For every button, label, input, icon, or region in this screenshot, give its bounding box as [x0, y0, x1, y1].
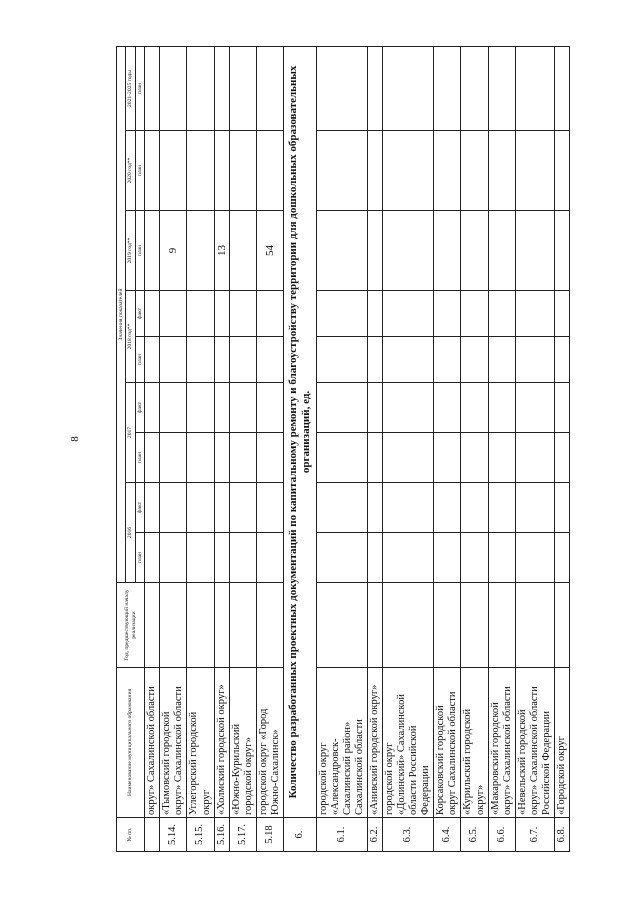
value-cell	[383, 383, 434, 433]
year-before-cell	[160, 583, 187, 668]
value-2020-cell	[145, 131, 160, 211]
municipality-name-line: «Городской округ	[555, 736, 567, 815]
value-2021-2025-cell	[488, 46, 515, 130]
value-2019-cell	[145, 211, 160, 291]
municipality-name-line: Сахалинской области	[353, 719, 365, 815]
municipality-name-line: округ» Сахалинской области	[146, 686, 158, 815]
value-cell	[488, 483, 515, 533]
municipality-name	[515, 668, 554, 818]
section-6-number: 6.	[284, 818, 316, 852]
municipality-name-line: Корсаковский городской	[435, 705, 447, 815]
table-row	[160, 46, 187, 851]
value-cell	[160, 433, 187, 483]
value-cell	[160, 383, 187, 433]
row-number: 6.4.	[434, 818, 461, 852]
value-cell	[230, 383, 257, 433]
municipality-name-line: Углегорский городской	[188, 711, 200, 815]
table-body	[145, 46, 570, 851]
table-row	[214, 46, 230, 851]
header-fact: факт	[135, 483, 144, 533]
value-cell	[257, 533, 284, 583]
municipality-name-line: городской округ «Город	[258, 708, 270, 815]
municipality-name	[187, 668, 214, 818]
value-2021-2025-cell	[554, 46, 569, 130]
value-cell	[461, 533, 488, 583]
table-row	[434, 46, 461, 851]
value-2019-cell	[187, 211, 214, 291]
value-2019-cell: 13	[214, 211, 230, 291]
value-cell	[160, 291, 187, 337]
value-cell	[434, 291, 461, 337]
year-before-cell	[316, 583, 367, 668]
value-2021-2025-cell	[145, 46, 160, 130]
row-number: 5.16.	[214, 818, 230, 852]
value-cell	[214, 483, 230, 533]
value-2020-cell	[187, 131, 214, 211]
municipality-name-line: городской округ	[317, 742, 329, 815]
value-2021-2025-cell	[160, 46, 187, 130]
value-2020-cell	[214, 131, 230, 211]
header-municipality: Наименование муниципального образования	[117, 668, 145, 818]
value-2021-2025-cell	[257, 46, 284, 130]
value-cell	[554, 483, 569, 533]
value-2021-2025-cell	[461, 46, 488, 130]
value-cell	[145, 291, 160, 337]
municipality-name	[488, 668, 515, 818]
header-plan: план	[135, 337, 144, 383]
value-cell	[316, 337, 367, 383]
value-cell	[488, 383, 515, 433]
year-before-cell	[214, 583, 230, 668]
value-cell	[145, 337, 160, 383]
value-2021-2025-cell	[187, 46, 214, 130]
value-cell	[368, 483, 383, 533]
row-number: 6.6.	[488, 818, 515, 852]
value-2019-cell	[383, 211, 434, 291]
municipality-name-line: «Александровск-	[329, 738, 341, 815]
value-cell	[368, 383, 383, 433]
year-before-cell	[488, 583, 515, 668]
value-2021-2025-cell	[316, 46, 367, 130]
value-cell	[554, 433, 569, 483]
value-2019-cell: 54	[257, 211, 284, 291]
value-cell	[257, 433, 284, 483]
municipality-name-line: округ» Сахалинской области	[173, 686, 185, 815]
value-2021-2025-cell	[383, 46, 434, 130]
municipality-name-line: «Курильский городской	[462, 708, 474, 815]
municipality-name-line: округ» Сахалинской области	[501, 686, 513, 815]
municipality-name	[230, 668, 257, 818]
value-cell	[515, 533, 554, 583]
value-cell	[145, 433, 160, 483]
table-row	[383, 46, 434, 851]
value-cell	[515, 291, 554, 337]
municipality-name-line: области Российской	[408, 725, 420, 815]
header-plan: план	[135, 433, 144, 483]
municipality-name-line: округ» Сахалинской области	[528, 686, 540, 815]
value-2019-cell	[554, 211, 569, 291]
value-cell	[257, 483, 284, 533]
municipality-name	[434, 668, 461, 818]
header-2020: 2020 год**	[126, 131, 135, 211]
municipality-name-line: «Холмский городской округ»	[215, 684, 227, 815]
municipality-name	[160, 668, 187, 818]
value-cell	[554, 291, 569, 337]
value-2021-2025-cell	[368, 46, 383, 130]
value-cell	[434, 383, 461, 433]
municipality-name-line: Южно-Сахалинск»	[270, 729, 282, 815]
value-2020-cell	[230, 131, 257, 211]
value-cell	[461, 291, 488, 337]
municipality-name	[214, 668, 230, 818]
value-2019-cell	[316, 211, 367, 291]
year-before-cell	[434, 583, 461, 668]
row-number	[145, 818, 160, 852]
value-2020-cell	[554, 131, 569, 211]
value-cell	[554, 533, 569, 583]
year-before-cell	[187, 583, 214, 668]
table-row	[316, 46, 367, 851]
value-cell	[187, 337, 214, 383]
header-plan: план	[135, 533, 144, 583]
header-plan: план	[135, 46, 144, 130]
value-cell	[316, 533, 367, 583]
value-cell	[434, 483, 461, 533]
value-2020-cell	[257, 131, 284, 211]
table-row	[515, 46, 554, 851]
row-number: 6.5.	[461, 818, 488, 852]
value-2021-2025-cell	[434, 46, 461, 130]
table-header	[117, 46, 145, 851]
value-cell	[160, 533, 187, 583]
year-before-cell	[461, 583, 488, 668]
value-2020-cell	[383, 131, 434, 211]
value-cell	[434, 337, 461, 383]
year-before-cell	[145, 583, 160, 668]
table-row	[461, 46, 488, 851]
municipality-name-line: городской округ	[384, 742, 396, 815]
value-2020-cell	[160, 131, 187, 211]
row-number: 6.7.	[515, 818, 554, 852]
value-cell	[383, 483, 434, 533]
table-row	[368, 46, 383, 851]
value-2019-cell: 9	[160, 211, 187, 291]
header-2018: 2018 год**	[126, 291, 135, 383]
value-2020-cell	[461, 131, 488, 211]
value-cell	[461, 337, 488, 383]
indicator-table	[116, 46, 570, 852]
value-cell	[515, 383, 554, 433]
municipality-name-line: Российской Федерации	[540, 711, 552, 815]
value-cell	[145, 483, 160, 533]
year-before-cell	[554, 583, 569, 668]
year-before-cell	[230, 583, 257, 668]
municipality-name-line: «Южно-Курильский	[231, 723, 243, 815]
municipality-name	[554, 668, 569, 818]
header-year-before: Год, предшествующий началу реализации	[117, 583, 145, 668]
value-cell	[515, 483, 554, 533]
value-cell	[187, 483, 214, 533]
header-num: № пп.	[117, 818, 145, 852]
value-2019-cell	[461, 211, 488, 291]
row-number: 5.14.	[160, 818, 187, 852]
value-cell	[187, 383, 214, 433]
header-values-group: Значения показателей	[117, 46, 126, 582]
value-2020-cell	[434, 131, 461, 211]
year-before-cell	[515, 583, 554, 668]
row-number: 5.17.	[230, 818, 257, 852]
municipality-name-line: «Анивский городской округ»	[369, 684, 380, 815]
value-cell	[554, 337, 569, 383]
value-2021-2025-cell	[214, 46, 230, 130]
municipality-name	[316, 668, 367, 818]
value-cell	[214, 337, 230, 383]
municipality-name	[145, 668, 160, 818]
value-cell	[383, 433, 434, 483]
value-cell	[368, 337, 383, 383]
value-cell	[383, 533, 434, 583]
value-cell	[383, 291, 434, 337]
value-cell	[461, 483, 488, 533]
value-2020-cell	[316, 131, 367, 211]
municipality-name-line: округ Сахалинской области	[447, 691, 459, 815]
header-2019: 2019 год**	[126, 211, 135, 291]
value-cell	[214, 291, 230, 337]
row-number: 5.18	[257, 818, 284, 852]
value-2021-2025-cell	[230, 46, 257, 130]
value-cell	[461, 383, 488, 433]
value-cell	[187, 533, 214, 583]
value-cell	[257, 337, 284, 383]
value-cell	[230, 533, 257, 583]
header-fact: факт	[135, 291, 144, 337]
year-before-cell	[383, 583, 434, 668]
section-6-title: Количество разработанных проектных документаций по капитальному ремонту и благоустройству территории для дошкольных образовательных организаций, ед.	[284, 46, 316, 817]
header-2016: 2016	[126, 483, 135, 583]
section-6-row	[284, 46, 316, 851]
municipality-name	[257, 668, 284, 818]
value-cell	[434, 533, 461, 583]
value-cell	[515, 433, 554, 483]
value-cell	[368, 433, 383, 483]
header-plan: план	[135, 131, 144, 211]
value-cell	[230, 433, 257, 483]
value-cell	[368, 291, 383, 337]
row-number: 6.1.	[316, 818, 367, 852]
value-2020-cell	[488, 131, 515, 211]
year-before-cell	[257, 583, 284, 668]
header-plan: план	[135, 211, 144, 291]
municipality-name-line: «Макаровский городской	[489, 702, 501, 815]
table-row	[554, 46, 569, 851]
value-cell	[257, 291, 284, 337]
value-2021-2025-cell	[515, 46, 554, 130]
row-number: 6.3.	[383, 818, 434, 852]
value-cell	[434, 433, 461, 483]
header-2017: 2017	[126, 383, 135, 483]
value-2019-cell	[368, 211, 383, 291]
row-number: 6.8.	[554, 818, 569, 852]
row-number: 6.2.	[368, 818, 383, 852]
value-cell	[187, 433, 214, 483]
municipality-name-line: «Невельский городской	[516, 709, 528, 815]
value-cell	[316, 433, 367, 483]
table-row	[145, 46, 160, 851]
table-row	[230, 46, 257, 851]
table-row	[257, 46, 284, 851]
value-cell	[145, 383, 160, 433]
municipality-name	[368, 668, 383, 818]
value-cell	[316, 483, 367, 533]
table-row	[187, 46, 214, 851]
municipality-name-line: Федерации	[420, 765, 432, 815]
value-2020-cell	[368, 131, 383, 211]
value-cell	[461, 433, 488, 483]
value-2019-cell	[488, 211, 515, 291]
value-2019-cell	[515, 211, 554, 291]
value-cell	[230, 483, 257, 533]
page-number: 8	[68, 436, 81, 442]
value-cell	[214, 433, 230, 483]
value-cell	[145, 533, 160, 583]
value-cell	[160, 483, 187, 533]
value-cell	[316, 291, 367, 337]
table-row	[488, 46, 515, 851]
value-2020-cell	[515, 131, 554, 211]
value-cell	[230, 291, 257, 337]
value-cell	[160, 337, 187, 383]
value-cell	[488, 433, 515, 483]
municipality-name-line: городской округ»	[243, 737, 255, 815]
year-before-cell	[368, 583, 383, 668]
value-2019-cell	[434, 211, 461, 291]
municipality-name-line: «Долинский» Сахалинской	[396, 694, 408, 815]
value-cell	[257, 383, 284, 433]
value-cell	[383, 337, 434, 383]
value-cell	[316, 383, 367, 433]
value-cell	[368, 533, 383, 583]
value-cell	[554, 383, 569, 433]
value-cell	[214, 533, 230, 583]
municipality-name-line: Сахалинский район»	[341, 721, 353, 815]
municipality-name-line: округ	[200, 789, 212, 815]
value-2019-cell	[230, 211, 257, 291]
header-fact: факт	[135, 383, 144, 433]
value-cell	[230, 337, 257, 383]
value-cell	[187, 291, 214, 337]
value-cell	[488, 291, 515, 337]
municipality-name-line: «Тымовский городской	[161, 711, 173, 815]
municipality-name-line: округ»	[474, 784, 486, 815]
municipality-name	[383, 668, 434, 818]
value-cell	[515, 337, 554, 383]
value-cell	[488, 533, 515, 583]
municipality-name	[461, 668, 488, 818]
indicator-table-sheet	[116, 47, 567, 852]
row-number: 5.15.	[187, 818, 214, 852]
value-cell	[488, 337, 515, 383]
value-cell	[214, 383, 230, 433]
header-2021-2025: 2021-2025 годы	[126, 46, 135, 130]
